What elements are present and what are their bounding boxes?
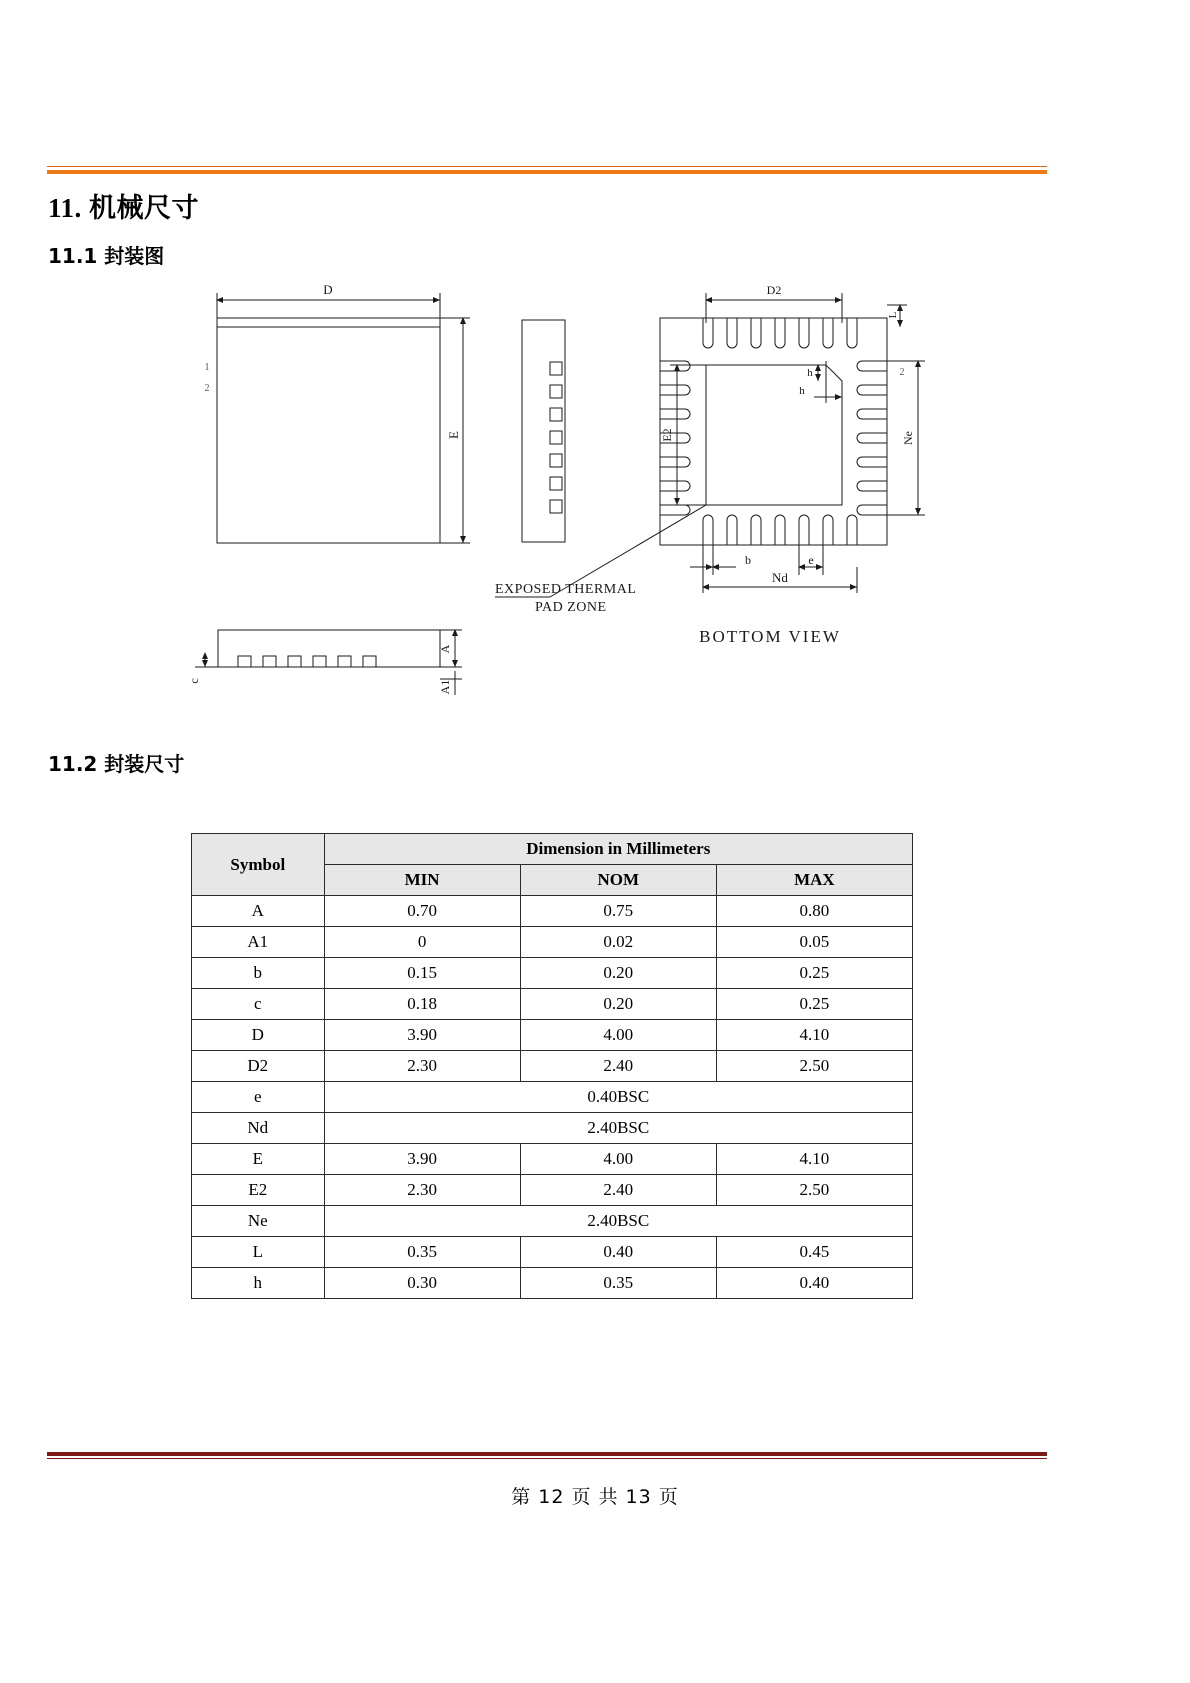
- table-row: [192, 1082, 913, 1113]
- cell-nom: 2.40: [520, 1175, 716, 1206]
- cell-max: 2.50: [716, 1175, 912, 1206]
- svg-text:EXPOSED THERMAL: EXPOSED THERMAL: [495, 582, 637, 597]
- subsection-heading-package-drawing: 11.1 封装图: [48, 244, 165, 268]
- svg-text:1: 1: [204, 362, 210, 373]
- cell-symbol: D2: [192, 1051, 325, 1082]
- cell-symbol: E: [192, 1144, 325, 1175]
- table-row: [192, 1237, 913, 1268]
- column-header-symbol: Symbol: [192, 834, 325, 896]
- cell-max: 0.40: [716, 1268, 912, 1299]
- table-row: [192, 958, 913, 989]
- side-view-diagram: [522, 320, 565, 542]
- cell-value-merged: 2.40BSC: [324, 1113, 912, 1144]
- section-number: 11.: [48, 193, 82, 223]
- section-title: 机械尺寸: [89, 193, 200, 224]
- cell-nom: 4.00: [520, 1144, 716, 1175]
- svg-text:BOTTOM VIEW: BOTTOM VIEW: [699, 627, 841, 646]
- cell-min: 2.30: [324, 1175, 520, 1206]
- svg-text:L: L: [887, 311, 899, 319]
- svg-text:c: c: [187, 678, 201, 684]
- svg-text:2: 2: [204, 383, 210, 394]
- table-header-row-1: [192, 834, 913, 865]
- cell-min: 3.90: [324, 1020, 520, 1051]
- cell-max: 0.05: [716, 927, 912, 958]
- cell-min: 0: [324, 927, 520, 958]
- svg-text:b: b: [745, 553, 751, 567]
- cell-min: 2.30: [324, 1051, 520, 1082]
- svg-text:A: A: [438, 644, 452, 654]
- cell-min: 0.18: [324, 989, 520, 1020]
- column-header-dimension-title: Dimension in Millimeters: [324, 834, 912, 865]
- cell-symbol: b: [192, 958, 325, 989]
- cell-symbol: c: [192, 989, 325, 1020]
- cell-symbol: h: [192, 1268, 325, 1299]
- svg-text:PAD ZONE: PAD ZONE: [535, 600, 607, 615]
- package-dimensions-table-container: [191, 833, 913, 1299]
- cell-symbol: E2: [192, 1175, 325, 1206]
- cell-nom: 0.20: [520, 989, 716, 1020]
- table-body: [192, 896, 913, 1299]
- table-row: [192, 1113, 913, 1144]
- svg-text:A1: A1: [438, 679, 452, 695]
- cell-value-merged: 2.40BSC: [324, 1206, 912, 1237]
- cross-section-view-diagram: [187, 630, 462, 695]
- table-row: [192, 1206, 913, 1237]
- header-divider-thin: [47, 166, 1047, 167]
- cell-symbol: L: [192, 1237, 325, 1268]
- cell-nom: 4.00: [520, 1020, 716, 1051]
- table-row: [192, 927, 913, 958]
- table-row: [192, 896, 913, 927]
- cell-max: 0.25: [716, 989, 912, 1020]
- cell-symbol: e: [192, 1082, 325, 1113]
- table-header: [192, 834, 913, 896]
- top-view-diagram: [205, 282, 471, 543]
- svg-text:Ne: Ne: [901, 431, 915, 445]
- table-row: [192, 1268, 913, 1299]
- cell-max: 4.10: [716, 1020, 912, 1051]
- cell-max: 0.25: [716, 958, 912, 989]
- column-header-nom: NOM: [520, 865, 716, 896]
- package-drawing: [150, 275, 1010, 715]
- header-divider-thick: [47, 170, 1047, 174]
- footer-divider-thin: [47, 1458, 1047, 1459]
- table-row: [192, 1175, 913, 1206]
- section-heading: [48, 186, 199, 225]
- cell-max: 0.80: [716, 896, 912, 927]
- cell-symbol: A: [192, 896, 325, 927]
- cell-max: 0.45: [716, 1237, 912, 1268]
- cell-symbol: Ne: [192, 1206, 325, 1237]
- svg-text:2: 2: [899, 367, 905, 378]
- cell-nom: 0.75: [520, 896, 716, 927]
- footer-divider: [47, 1452, 1047, 1459]
- page-number-footer: 第 12 页 共 13 页: [511, 1486, 679, 1508]
- cell-min: 3.90: [324, 1144, 520, 1175]
- cell-symbol: A1: [192, 927, 325, 958]
- cell-symbol: Nd: [192, 1113, 325, 1144]
- cell-max: 4.10: [716, 1144, 912, 1175]
- cell-min: 0.70: [324, 896, 520, 927]
- column-header-max: MAX: [716, 865, 912, 896]
- cell-min: 0.15: [324, 958, 520, 989]
- footer-divider-thick: [47, 1452, 1047, 1456]
- cell-nom: 0.02: [520, 927, 716, 958]
- svg-text:h: h: [807, 367, 813, 379]
- svg-text:D: D: [323, 282, 333, 297]
- table-row: [192, 1020, 913, 1051]
- cell-min: 0.30: [324, 1268, 520, 1299]
- cell-nom: 2.40: [520, 1051, 716, 1082]
- table-row: [192, 1144, 913, 1175]
- package-dimensions-table: [191, 833, 913, 1299]
- cell-min: 0.35: [324, 1237, 520, 1268]
- cell-symbol: D: [192, 1020, 325, 1051]
- column-header-min: MIN: [324, 865, 520, 896]
- cell-nom: 0.35: [520, 1268, 716, 1299]
- table-row: [192, 989, 913, 1020]
- svg-text:Nd: Nd: [772, 570, 788, 585]
- svg-text:E: E: [446, 431, 461, 439]
- cell-nom: 0.20: [520, 958, 716, 989]
- svg-text:h: h: [799, 385, 805, 397]
- cell-max: 2.50: [716, 1051, 912, 1082]
- subsection-heading-package-dimensions: 11.2 封装尺寸: [48, 752, 185, 776]
- cell-nom: 0.40: [520, 1237, 716, 1268]
- svg-text:e: e: [808, 553, 814, 567]
- header-divider: [47, 166, 1047, 174]
- cell-value-merged: 0.40BSC: [324, 1082, 912, 1113]
- table-row: [192, 1051, 913, 1082]
- svg-text:E2: E2: [660, 428, 674, 442]
- svg-text:D2: D2: [766, 283, 782, 297]
